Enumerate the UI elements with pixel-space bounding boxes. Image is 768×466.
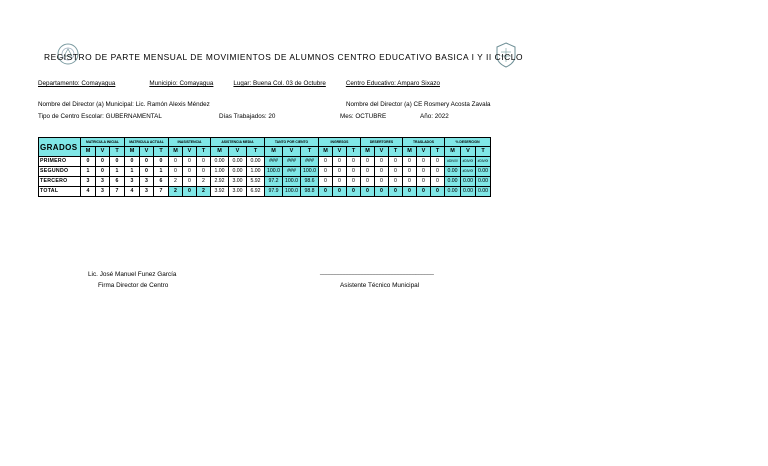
table-cell: 0.00 [229,167,247,177]
sub-header-t: T [154,147,169,157]
table-cell: 0 [375,157,389,167]
table-cell: 0 [417,187,431,197]
table-cell: 97.9 [265,187,283,197]
table-cell: 0 [169,157,183,167]
sub-header-v: V [461,147,476,157]
table-cell: 0 [197,157,211,167]
sub-header-v: V [140,147,154,157]
sub-header-t: T [110,147,125,157]
table-cell: 100.0 [301,167,319,177]
table-cell: 0 [333,167,347,177]
table-cell: 0 [183,177,197,187]
table-cell: ### [301,157,319,167]
table-cell: ### [283,157,301,167]
row-label: TERCERO [39,177,81,187]
table-cell: 0 [417,177,431,187]
group-traslados: TRASLADOS [403,138,445,147]
table-cell: 0 [125,157,140,167]
row-label: TOTAL [39,187,81,197]
grados-header: GRADOS [39,138,81,157]
group-tanto-por-ciento: TANTO POR CIENTO [265,138,319,147]
sub-header-v: V [183,147,197,157]
sub-header-m: M [319,147,333,157]
table-cell: 3.92 [211,187,229,197]
table-cell: 1 [125,167,140,177]
tipo-centro-text: Tipo de Centro Escolar: GUBERNAMENTAL [38,113,162,120]
municipio-text: Municipio: Comayagua [149,80,214,87]
table-row [39,167,491,177]
table-cell: 0 [197,167,211,177]
table-cell: 0 [81,157,96,167]
table-cell: 0 [403,177,417,187]
location-line [38,80,440,87]
table-cell: 0 [140,157,154,167]
table-cell: 0 [347,167,361,177]
lugar-text: Lugar: Buena Col. 03 de Octubre [233,80,326,87]
table-cell: 4 [81,187,96,197]
sub-header-t: T [247,147,265,157]
table-cell: 7 [154,187,169,197]
dias-trabajados-text: Días Trabajados: 20 [219,113,276,120]
table-cell: 0 [183,167,197,177]
director-municipal-text [38,101,210,108]
row-label: SEGUNDO [39,167,81,177]
table-cell: 0 [140,167,154,177]
group-desertores: DESERTORES [361,138,403,147]
sub-header-t: T [301,147,319,157]
table-cell: 1.00 [211,167,229,177]
table-cell: 3 [96,177,110,187]
group-header-row [39,138,491,147]
table-cell: 3 [140,177,154,187]
sub-header-m: M [403,147,417,157]
table-cell: 0.00 [211,157,229,167]
table-cell: 0.00 [461,187,476,197]
table-cell: 0.00 [461,177,476,187]
table-cell: 0 [361,167,375,177]
assistant-signature-role: Asistente Técnico Municipal [340,282,420,289]
table-cell: ### [283,167,301,177]
table-cell: 0.00 [445,187,461,197]
table-cell: 0 [375,187,389,197]
table-cell: 3 [125,177,140,187]
table-cell: 97.2 [265,177,283,187]
sub-header-v: V [283,147,301,157]
table-cell: 0 [361,187,375,197]
table-cell: 0 [154,157,169,167]
table-cell: #DIV/0! [461,167,476,177]
assistant-signature-line: ______________________________________ [320,270,434,276]
sub-header-t: T [197,147,211,157]
table-cell: 100.0 [283,177,301,187]
table-cell: 0 [375,167,389,177]
director-signature-name: Lic. José Manuel Funez García [88,271,177,278]
table-cell: 100.0 [265,167,283,177]
table-cell: 98.6 [301,177,319,187]
table-cell: 0.00 [229,157,247,167]
sub-header-v: V [229,147,247,157]
sub-header-row [39,147,491,157]
sub-header-m: M [125,147,140,157]
table-cell: 7 [110,187,125,197]
table-cell: 0 [319,167,333,177]
table-cell: 5.92 [247,177,265,187]
table-cell: 3 [81,177,96,187]
table-cell: 0 [431,157,445,167]
director-ce-text: Nombre del Director (a) CE Rosmery Acosta Zavala [346,101,491,108]
table-cell: 0 [333,187,347,197]
table-cell: 6 [110,177,125,187]
group-asistencia-media: ASISTENCIA MEDIA [211,138,265,147]
table-cell: 0 [169,167,183,177]
table-cell: 0 [417,167,431,177]
table-cell: 3.00 [229,177,247,187]
table-cell: 100.0 [283,187,301,197]
sub-header-v: V [333,147,347,157]
table-cell: 2 [169,187,183,197]
sub-header-m: M [265,147,283,157]
table-cell: 0 [183,187,197,197]
anio-text: Año: 2022 [420,113,449,120]
table-cell: 0 [110,157,125,167]
table-cell: 0.00 [476,167,491,177]
table-cell: 6.92 [247,187,265,197]
sub-header-m: M [361,147,375,157]
sub-header-m: M [169,147,183,157]
table-cell: 0 [389,157,403,167]
table-cell: 2 [169,177,183,187]
table-cell: 0 [347,187,361,197]
table-cell: 3 [96,187,110,197]
table-cell: ### [265,157,283,167]
group-desercion: % DESERCION [445,138,491,147]
table-cell: 0 [389,167,403,177]
table-cell: #DIV/0! [461,157,476,167]
table-cell: 98.8 [301,187,319,197]
sub-header-t: T [347,147,361,157]
table-cell: 0 [403,167,417,177]
sub-header-v: V [375,147,389,157]
table-cell: 1 [154,167,169,177]
movements-table [38,137,491,197]
sub-header-m: M [81,147,96,157]
group-matricula-inicial: MATRICULA INICIAL [81,138,125,147]
table-cell: 0.00 [445,177,461,187]
director-signature-role: Firma Director de Centro [98,282,169,289]
table-cell: 2.92 [211,177,229,187]
table-cell: 0 [389,177,403,187]
row-label: PRIMERO [39,157,81,167]
table-cell: 2 [197,187,211,197]
table-cell: 3 [140,187,154,197]
table-cell: 0.00 [247,157,265,167]
table-cell: 1.00 [247,167,265,177]
table-cell: 0 [403,187,417,197]
table-cell: 0.00 [476,177,491,187]
sub-header-v: V [417,147,431,157]
table-cell: 0 [389,187,403,197]
report-title: REGISTRO DE PARTE MENSUAL DE MOVIMIENTOS DE ALUMNOS CENTRO EDUCATIVO BASICA I Y II CICLO [44,52,524,62]
table-cell: 0 [361,177,375,187]
table-cell: 0.00 [476,187,491,197]
table-cell: 0 [417,157,431,167]
table-cell: 0 [333,157,347,167]
table-cell: 0 [319,157,333,167]
table-cell: 0 [333,177,347,187]
table-cell: 0.00 [445,167,461,177]
table-cell: 0 [96,157,110,167]
group-ingresos: INGRESOS [319,138,361,147]
table-cell: 0 [431,187,445,197]
table-row [39,157,491,167]
sub-header-m: M [445,147,461,157]
sub-header-m: M [211,147,229,157]
table-cell: 0 [96,167,110,177]
table-row [39,177,491,187]
table-cell: 0 [361,157,375,167]
table-cell: 0 [319,177,333,187]
table-cell: 6 [154,177,169,187]
sub-header-t: T [476,147,491,157]
table-cell: 0 [403,157,417,167]
director-municipal-label: Nombre del Director (a) Municipal: Lic. Ramón Alexis Méndez [38,101,210,108]
centro-text: Centro Educativo: Amparo Sixazo [345,80,440,87]
group-matricula-actual: MATRICULA ACTUAL [125,138,169,147]
table-cell: 1 [81,167,96,177]
sub-header-v: V [96,147,110,157]
table-cell: #DIV/0! [476,157,491,167]
table-cell: 0 [375,177,389,187]
table-cell: 3.00 [229,187,247,197]
table-cell: 2 [197,177,211,187]
sub-header-t: T [431,147,445,157]
table-cell: 0 [347,157,361,167]
table-cell: 4 [125,187,140,197]
table-cell: 1 [110,167,125,177]
mes-text: Mes: OCTUBRE [340,113,387,120]
table-row [39,187,491,197]
table-cell: 0 [431,177,445,187]
departamento-text: Departamento: Comayagua [38,80,116,87]
table-cell: #DIV/0! [445,157,461,167]
group-inasistencia: INASISTENCIA [169,138,211,147]
table-cell: 0 [183,157,197,167]
table-cell: 0 [431,167,445,177]
sub-header-t: T [389,147,403,157]
table-cell: 0 [319,187,333,197]
table-cell: 0 [347,177,361,187]
